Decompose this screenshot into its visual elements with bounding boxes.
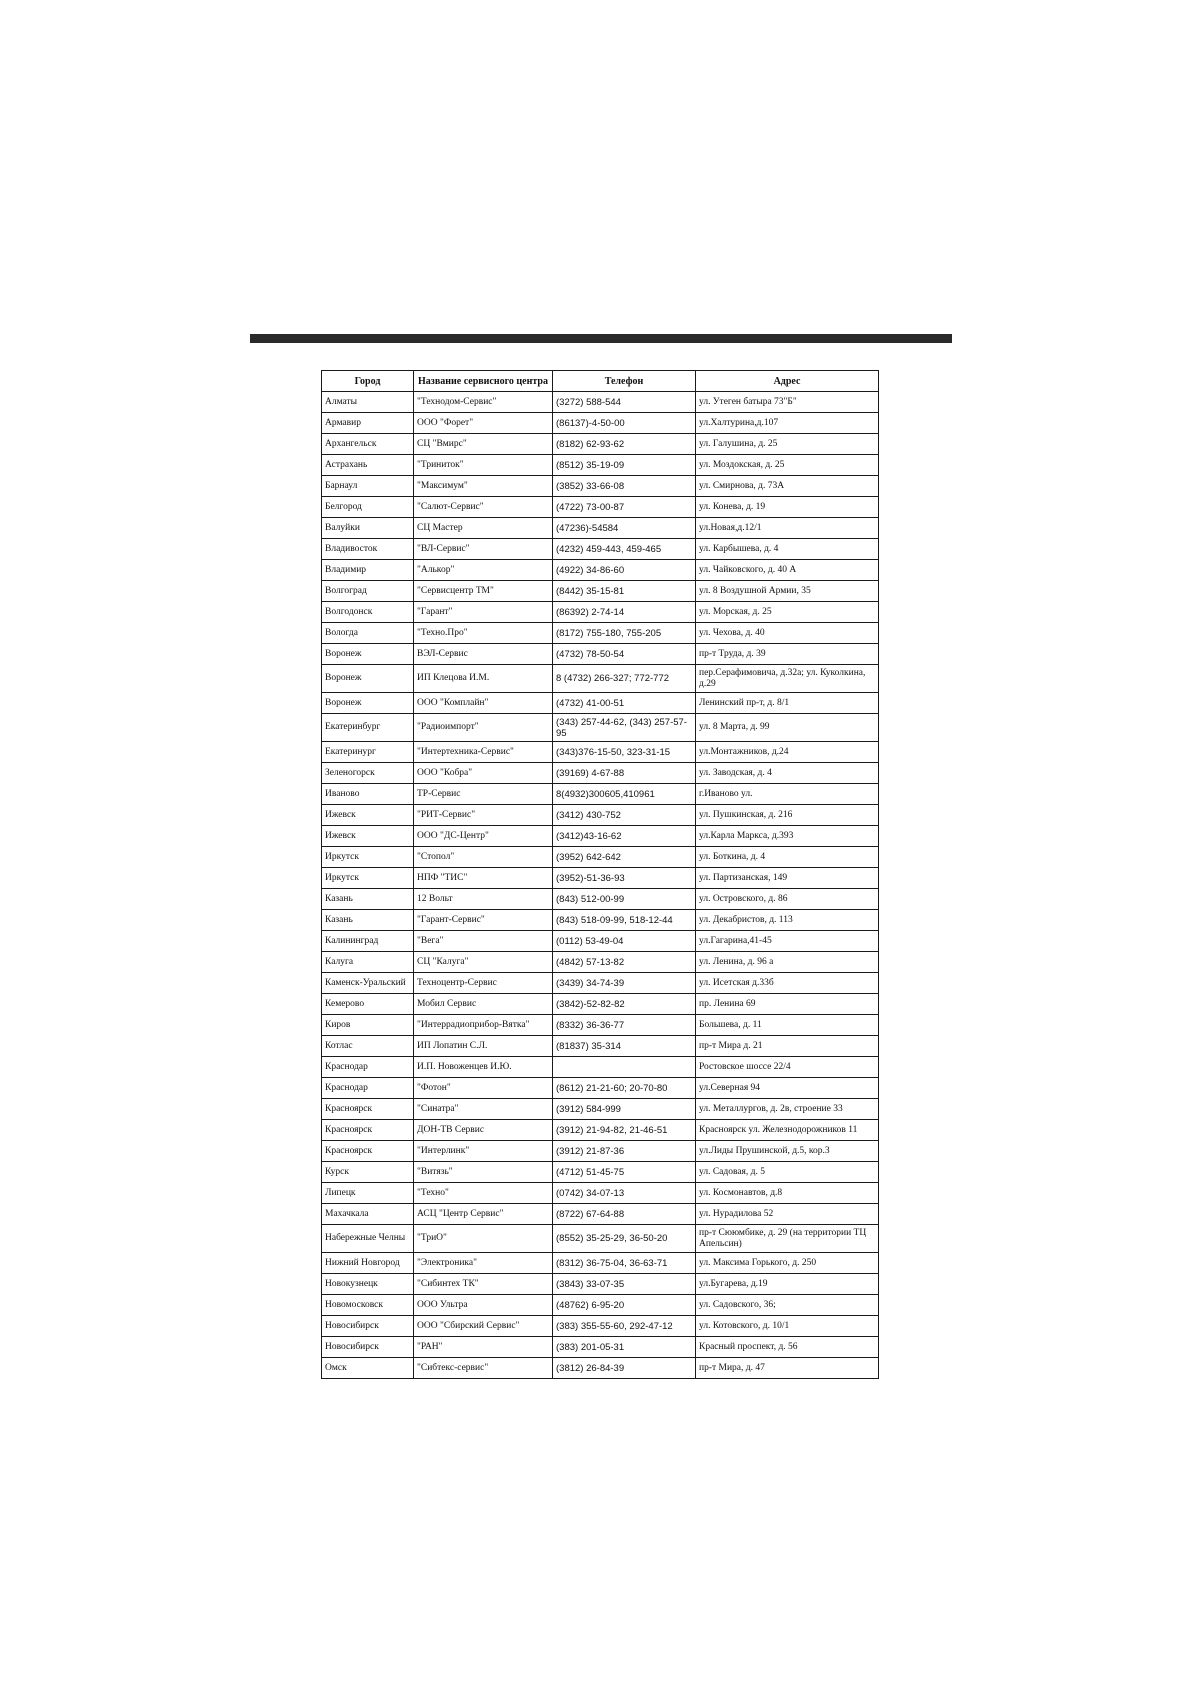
cell-service-center: ИП Клецова И.М. bbox=[414, 665, 553, 693]
cell-service-center: "РАН" bbox=[414, 1337, 553, 1358]
cell-service-center: ООО "ДС-Центр" bbox=[414, 826, 553, 847]
cell-city: Воронеж bbox=[322, 644, 414, 665]
cell-service-center: "ВЛ-Сервис" bbox=[414, 539, 553, 560]
table-row bbox=[322, 693, 879, 714]
cell-service-center: Техноцентр-Сервис bbox=[414, 973, 553, 994]
cell-phone: (3852) 33-66-08 bbox=[553, 476, 696, 497]
cell-phone: (47236)-54584 bbox=[553, 518, 696, 539]
cell-city: Киров bbox=[322, 1015, 414, 1036]
cell-city: Владимир bbox=[322, 560, 414, 581]
cell-address: Ростовское шоссе 22/4 bbox=[696, 1057, 879, 1078]
cell-phone: (8312) 36-75-04, 36-63-71 bbox=[553, 1253, 696, 1274]
cell-service-center: "Алькор" bbox=[414, 560, 553, 581]
table-row bbox=[322, 931, 879, 952]
cell-address: ул.Карла Маркса, д.393 bbox=[696, 826, 879, 847]
cell-phone: (383) 201-05-31 bbox=[553, 1337, 696, 1358]
table-row bbox=[322, 784, 879, 805]
cell-service-center: "ТриО" bbox=[414, 1225, 553, 1253]
cell-phone: (3912) 21-87-36 bbox=[553, 1141, 696, 1162]
cell-service-center: "Синатра" bbox=[414, 1099, 553, 1120]
cell-service-center: АСЦ "Центр Сервис" bbox=[414, 1204, 553, 1225]
cell-city: Новосибирск bbox=[322, 1316, 414, 1337]
cell-city: Вологда bbox=[322, 623, 414, 644]
header-address: Адрес bbox=[696, 371, 879, 392]
cell-service-center: "Сервисцентр ТМ" bbox=[414, 581, 553, 602]
cell-service-center: "Стопол" bbox=[414, 847, 553, 868]
cell-service-center: "Электроника" bbox=[414, 1253, 553, 1274]
cell-service-center: ООО Ультра bbox=[414, 1295, 553, 1316]
cell-service-center: "Гарант-Сервис" bbox=[414, 910, 553, 931]
cell-service-center: "Интертехника-Сервис" bbox=[414, 742, 553, 763]
cell-city: Кемерово bbox=[322, 994, 414, 1015]
cell-phone: (843) 512-00-99 bbox=[553, 889, 696, 910]
table-row bbox=[322, 1274, 879, 1295]
cell-address: ул. Конева, д. 19 bbox=[696, 497, 879, 518]
cell-service-center: "РИТ-Сервис" bbox=[414, 805, 553, 826]
cell-service-center: ИП Лопатин С.Л. bbox=[414, 1036, 553, 1057]
cell-phone: (3912) 21-94-82, 21-46-51 bbox=[553, 1120, 696, 1141]
cell-phone: (48762) 6-95-20 bbox=[553, 1295, 696, 1316]
cell-city: Барнаул bbox=[322, 476, 414, 497]
table-row bbox=[322, 434, 879, 455]
table-row bbox=[322, 1337, 879, 1358]
cell-address: ул. Металлургов, д. 2в, строение 33 bbox=[696, 1099, 879, 1120]
cell-service-center: "Интеррадиоприбор-Вятка" bbox=[414, 1015, 553, 1036]
table-row bbox=[322, 1295, 879, 1316]
table-row bbox=[322, 581, 879, 602]
cell-service-center: ДОН-ТВ Сервис bbox=[414, 1120, 553, 1141]
cell-phone: (4712) 51-45-75 bbox=[553, 1162, 696, 1183]
table-row bbox=[322, 763, 879, 784]
cell-phone: (3912) 584-999 bbox=[553, 1099, 696, 1120]
cell-city: Краснодар bbox=[322, 1078, 414, 1099]
cell-city: Краснодар bbox=[322, 1057, 414, 1078]
table-row bbox=[322, 1036, 879, 1057]
cell-city: Архангельск bbox=[322, 434, 414, 455]
cell-service-center: "Техно" bbox=[414, 1183, 553, 1204]
cell-city: Волгодонск bbox=[322, 602, 414, 623]
cell-service-center: "Сибинтех ТК" bbox=[414, 1274, 553, 1295]
cell-city: Иркутск bbox=[322, 868, 414, 889]
cell-phone: (86392) 2-74-14 bbox=[553, 602, 696, 623]
cell-phone: (86137)-4-50-00 bbox=[553, 413, 696, 434]
cell-service-center: "Технодом-Сервис" bbox=[414, 392, 553, 413]
cell-address: ул. Заводская, д. 4 bbox=[696, 763, 879, 784]
cell-phone: (8182) 62-93-62 bbox=[553, 434, 696, 455]
cell-service-center: Мобил Сервис bbox=[414, 994, 553, 1015]
cell-address: ул.Монтажников, д.24 bbox=[696, 742, 879, 763]
table-row bbox=[322, 497, 879, 518]
cell-city: Набережные Челны bbox=[322, 1225, 414, 1253]
cell-address: ул.Гагарина,41-45 bbox=[696, 931, 879, 952]
table-row bbox=[322, 665, 879, 693]
cell-city: Новосибирск bbox=[322, 1337, 414, 1358]
cell-city: Каменск-Уральский bbox=[322, 973, 414, 994]
cell-city: Калининград bbox=[322, 931, 414, 952]
cell-service-center: "Триниток" bbox=[414, 455, 553, 476]
cell-phone: (3843) 33-07-35 bbox=[553, 1274, 696, 1295]
table-row bbox=[322, 826, 879, 847]
cell-address: ул. Котовского, д. 10/1 bbox=[696, 1316, 879, 1337]
table-row bbox=[322, 455, 879, 476]
table-row bbox=[322, 1183, 879, 1204]
cell-service-center: "Максимум" bbox=[414, 476, 553, 497]
table-row bbox=[322, 1358, 879, 1379]
cell-service-center: "Сибтекс-сервис" bbox=[414, 1358, 553, 1379]
cell-service-center: ООО "Комплайн" bbox=[414, 693, 553, 714]
cell-city: Котлас bbox=[322, 1036, 414, 1057]
cell-phone: (8552) 35-25-29, 36-50-20 bbox=[553, 1225, 696, 1253]
cell-address: ул.Бугарева, д.19 bbox=[696, 1274, 879, 1295]
table-row bbox=[322, 623, 879, 644]
cell-address: ул.Новая,д.12/1 bbox=[696, 518, 879, 539]
cell-city: Курск bbox=[322, 1162, 414, 1183]
cell-phone: (39169) 4-67-88 bbox=[553, 763, 696, 784]
cell-phone: (8332) 36-36-77 bbox=[553, 1015, 696, 1036]
table-row bbox=[322, 392, 879, 413]
cell-phone: (0742) 34-07-13 bbox=[553, 1183, 696, 1204]
cell-city: Махачкала bbox=[322, 1204, 414, 1225]
cell-city: Екатеринбург bbox=[322, 714, 414, 742]
cell-phone: (3842)-52-82-82 bbox=[553, 994, 696, 1015]
cell-city: Воронеж bbox=[322, 693, 414, 714]
cell-city: Валуйки bbox=[322, 518, 414, 539]
cell-address: ул. Пушкинская, д. 216 bbox=[696, 805, 879, 826]
cell-city: Красноярск bbox=[322, 1120, 414, 1141]
cell-address: пр. Ленина 69 bbox=[696, 994, 879, 1015]
header-city: Город bbox=[322, 371, 414, 392]
table-row bbox=[322, 973, 879, 994]
table-row bbox=[322, 868, 879, 889]
cell-address: ул. Смирнова, д. 73А bbox=[696, 476, 879, 497]
cell-service-center: 12 Вольт bbox=[414, 889, 553, 910]
cell-city: Владивосток bbox=[322, 539, 414, 560]
table-row bbox=[322, 847, 879, 868]
cell-city: Новомосковск bbox=[322, 1295, 414, 1316]
cell-city: Казань bbox=[322, 910, 414, 931]
cell-address: Красноярск ул. Железнодорожников 11 bbox=[696, 1120, 879, 1141]
table-row bbox=[322, 1253, 879, 1274]
cell-address: ул. Декабристов, д. 113 bbox=[696, 910, 879, 931]
cell-phone: 8(4932)300605,410961 bbox=[553, 784, 696, 805]
cell-address: пр-т Мира, д. 47 bbox=[696, 1358, 879, 1379]
cell-address: пер.Серафимовича, д.32а; ул. Куколкина, д.29 bbox=[696, 665, 879, 693]
cell-service-center: "Техно.Про" bbox=[414, 623, 553, 644]
cell-phone: (3272) 588-544 bbox=[553, 392, 696, 413]
cell-city: Липецк bbox=[322, 1183, 414, 1204]
cell-address: ул. Островского, д. 86 bbox=[696, 889, 879, 910]
table-row bbox=[322, 910, 879, 931]
cell-city: Астрахань bbox=[322, 455, 414, 476]
table-row bbox=[322, 1078, 879, 1099]
cell-address: ул.Лиды Прушинской, д.5, кор.3 bbox=[696, 1141, 879, 1162]
table-row bbox=[322, 1162, 879, 1183]
cell-address: ул. Максима Горького, д. 250 bbox=[696, 1253, 879, 1274]
cell-phone: (4232) 459-443, 459-465 bbox=[553, 539, 696, 560]
cell-service-center: НПФ "ТИС" bbox=[414, 868, 553, 889]
table-row bbox=[322, 1316, 879, 1337]
table-row bbox=[322, 1225, 879, 1253]
cell-city: Иркутск bbox=[322, 847, 414, 868]
table-row bbox=[322, 413, 879, 434]
cell-service-center: СЦ "Вмирс" bbox=[414, 434, 553, 455]
cell-phone: (4922) 34-86-60 bbox=[553, 560, 696, 581]
cell-address: г.Иваново ул. bbox=[696, 784, 879, 805]
table-row bbox=[322, 1120, 879, 1141]
cell-phone bbox=[553, 1057, 696, 1078]
cell-service-center: ООО "Форет" bbox=[414, 413, 553, 434]
header-service-center: Название сервисного центра bbox=[414, 371, 553, 392]
table-row bbox=[322, 1057, 879, 1078]
cell-phone: (8722) 67-64-88 bbox=[553, 1204, 696, 1225]
cell-service-center: "Интерлинк" bbox=[414, 1141, 553, 1162]
cell-phone: (3412)43-16-62 bbox=[553, 826, 696, 847]
cell-address: ул. Садовского, 36; bbox=[696, 1295, 879, 1316]
header-rule bbox=[250, 334, 952, 343]
cell-city: Красноярск bbox=[322, 1099, 414, 1120]
cell-phone: (81837) 35-314 bbox=[553, 1036, 696, 1057]
cell-service-center: ТР-Сервис bbox=[414, 784, 553, 805]
cell-address: ул. Партизанская, 149 bbox=[696, 868, 879, 889]
cell-phone: (3412) 430-752 bbox=[553, 805, 696, 826]
cell-phone: (4732) 41-00-51 bbox=[553, 693, 696, 714]
cell-address: ул. Нурадилова 52 bbox=[696, 1204, 879, 1225]
cell-address: ул. Утеген батыра 73"Б" bbox=[696, 392, 879, 413]
table-row bbox=[322, 952, 879, 973]
cell-city: Алматы bbox=[322, 392, 414, 413]
cell-phone: 8 (4732) 266-327; 772-772 bbox=[553, 665, 696, 693]
cell-city: Нижний Новгород bbox=[322, 1253, 414, 1274]
cell-address: ул. Галушина, д. 25 bbox=[696, 434, 879, 455]
cell-service-center: ООО "Кобра" bbox=[414, 763, 553, 784]
cell-phone: (8612) 21-21-60; 20-70-80 bbox=[553, 1078, 696, 1099]
header-phone: Телефон bbox=[553, 371, 696, 392]
cell-city: Омск bbox=[322, 1358, 414, 1379]
table-row bbox=[322, 742, 879, 763]
cell-address: Красный проспект, д. 56 bbox=[696, 1337, 879, 1358]
cell-service-center: ВЭЛ-Сервис bbox=[414, 644, 553, 665]
cell-phone: (0112) 53-49-04 bbox=[553, 931, 696, 952]
table-row bbox=[322, 539, 879, 560]
table-row bbox=[322, 644, 879, 665]
cell-address: ул.Северная 94 bbox=[696, 1078, 879, 1099]
cell-address: пр-т Мира д. 21 bbox=[696, 1036, 879, 1057]
cell-phone: (3439) 34-74-39 bbox=[553, 973, 696, 994]
table-row bbox=[322, 889, 879, 910]
cell-service-center: ООО "Сбирский Сервис" bbox=[414, 1316, 553, 1337]
cell-service-center: "Вега" bbox=[414, 931, 553, 952]
cell-address: ул. Чайковского, д. 40 А bbox=[696, 560, 879, 581]
cell-phone: (843) 518-09-99, 518-12-44 bbox=[553, 910, 696, 931]
cell-address: ул. Исетская д.33б bbox=[696, 973, 879, 994]
cell-address: Ленинский пр-т, д. 8/1 bbox=[696, 693, 879, 714]
cell-address: ул. Моздокская, д. 25 bbox=[696, 455, 879, 476]
cell-service-center: СЦ Мастер bbox=[414, 518, 553, 539]
cell-address: ул. 8 Воздушной Армии, 35 bbox=[696, 581, 879, 602]
cell-service-center: СЦ "Калуга" bbox=[414, 952, 553, 973]
cell-address: ул. Морская, д. 25 bbox=[696, 602, 879, 623]
cell-phone: (343) 257-44-62, (343) 257-57-95 bbox=[553, 714, 696, 742]
cell-city: Армавир bbox=[322, 413, 414, 434]
table-row bbox=[322, 1204, 879, 1225]
cell-phone: (343)376-15-50, 323-31-15 bbox=[553, 742, 696, 763]
cell-address: ул.Халтурина,д.107 bbox=[696, 413, 879, 434]
table-row bbox=[322, 714, 879, 742]
cell-city: Ижевск bbox=[322, 805, 414, 826]
cell-address: Большева, д. 11 bbox=[696, 1015, 879, 1036]
cell-address: пр-т Сююмбике, д. 29 (на территории ТЦ Апельсин) bbox=[696, 1225, 879, 1253]
cell-phone: (4842) 57-13-82 bbox=[553, 952, 696, 973]
cell-phone: (3812) 26-84-39 bbox=[553, 1358, 696, 1379]
cell-address: ул. Боткина, д. 4 bbox=[696, 847, 879, 868]
cell-service-center: "Радиоимпорт" bbox=[414, 714, 553, 742]
service-centers-table bbox=[321, 370, 879, 1379]
table-row bbox=[322, 560, 879, 581]
table-row bbox=[322, 518, 879, 539]
cell-service-center: "Фотон" bbox=[414, 1078, 553, 1099]
table-row bbox=[322, 1099, 879, 1120]
table-row bbox=[322, 1015, 879, 1036]
cell-address: ул. Карбышева, д. 4 bbox=[696, 539, 879, 560]
cell-city: Калуга bbox=[322, 952, 414, 973]
cell-phone: (3952)-51-36-93 bbox=[553, 868, 696, 889]
table-row bbox=[322, 476, 879, 497]
cell-address: ул. Садовая, д. 5 bbox=[696, 1162, 879, 1183]
cell-phone: (4732) 78-50-54 bbox=[553, 644, 696, 665]
cell-phone: (3952) 642-642 bbox=[553, 847, 696, 868]
cell-city: Казань bbox=[322, 889, 414, 910]
cell-city: Воронеж bbox=[322, 665, 414, 693]
cell-phone: (8172) 755-180, 755-205 bbox=[553, 623, 696, 644]
cell-city: Зеленогорск bbox=[322, 763, 414, 784]
cell-address: пр-т Труда, д. 39 bbox=[696, 644, 879, 665]
cell-city: Иваново bbox=[322, 784, 414, 805]
cell-service-center: "Витязь" bbox=[414, 1162, 553, 1183]
cell-city: Новокузнецк bbox=[322, 1274, 414, 1295]
cell-city: Волгоград bbox=[322, 581, 414, 602]
cell-address: ул. 8 Марта, д. 99 bbox=[696, 714, 879, 742]
cell-city: Ижевск bbox=[322, 826, 414, 847]
table-row bbox=[322, 994, 879, 1015]
cell-service-center: И.П. Новоженцев И.Ю. bbox=[414, 1057, 553, 1078]
cell-phone: (8512) 35-19-09 bbox=[553, 455, 696, 476]
cell-phone: (8442) 35-15-81 bbox=[553, 581, 696, 602]
cell-phone: (4722) 73-00-87 bbox=[553, 497, 696, 518]
cell-phone: (383) 355-55-60, 292-47-12 bbox=[553, 1316, 696, 1337]
cell-service-center: "Гарант" bbox=[414, 602, 553, 623]
cell-city: Екатеринург bbox=[322, 742, 414, 763]
table-header-row bbox=[322, 371, 879, 392]
cell-city: Белгород bbox=[322, 497, 414, 518]
cell-address: ул. Чехова, д. 40 bbox=[696, 623, 879, 644]
cell-service-center: "Салют-Сервис" bbox=[414, 497, 553, 518]
cell-city: Красноярск bbox=[322, 1141, 414, 1162]
table-row bbox=[322, 805, 879, 826]
table-row bbox=[322, 1141, 879, 1162]
cell-address: ул. Ленина, д. 96 а bbox=[696, 952, 879, 973]
table-row bbox=[322, 602, 879, 623]
cell-address: ул. Космонавтов, д.8 bbox=[696, 1183, 879, 1204]
